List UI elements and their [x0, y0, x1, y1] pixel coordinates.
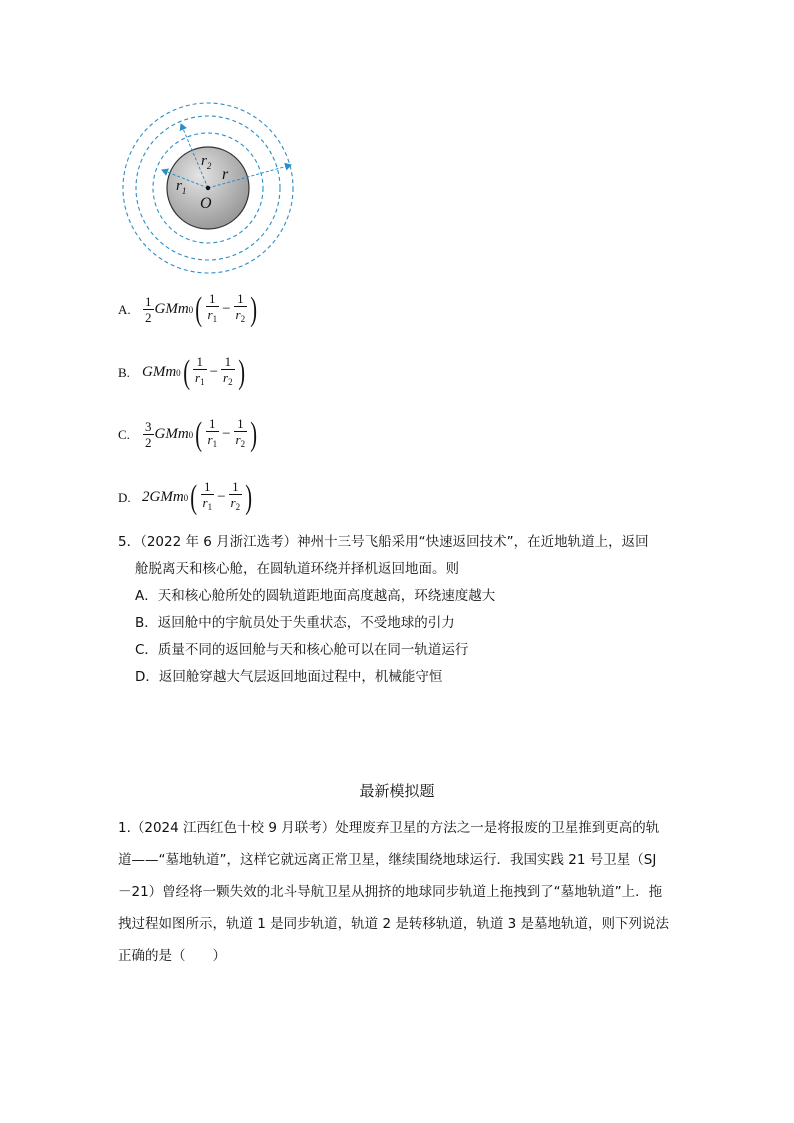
option-b-label: B. [118, 364, 130, 380]
label-r: r [222, 166, 229, 183]
option-a-label: A. [118, 301, 131, 317]
question-5-choice-b[interactable]: B．返回舱中的宇航员处于失重状态，不受地球的引力 [135, 615, 455, 631]
label-origin: O [200, 195, 212, 212]
coef-fraction: $\frac{1}{2}$ [145, 293, 152, 325]
option-d[interactable] [118, 480, 254, 515]
coef-fraction: $\frac{3}{2}$ [145, 418, 152, 450]
question-5-choice-c[interactable]: C．质量不同的返回舱与天和核心舱可以在同一轨道运行 [135, 642, 469, 658]
question-5 [118, 529, 688, 691]
option-c[interactable] [118, 417, 259, 452]
center-dot [206, 186, 210, 190]
option-b-expression: GMm 0 ( $\frac{1}{r_1}$ − $\frac{1}{r_2}$ ) [142, 353, 245, 391]
option-d-label: D. [118, 489, 131, 505]
question-1 [118, 812, 678, 972]
label-r2: $r_2$ [201, 153, 212, 171]
question-1-line-1: 1.（2024 江西红色十校 9 月联考）处理废弃卫星的方法之一是将报废的卫星推到更高的轨 [118, 820, 660, 836]
label-r1: $r_1$ [176, 178, 187, 196]
option-b[interactable] [118, 355, 247, 390]
section-heading: 最新模拟题 [359, 782, 435, 800]
option-d-expression: 2GMm 0 ( $\frac{1}{r_1}$ − $\frac{1}{r_2}$ ) [142, 478, 253, 516]
option-c-expression: $\frac{3}{2}$ GMm 0 ( $\frac{1}{r_1}$ − $\frac{1}{r_2}$ ) [145, 415, 258, 453]
option-a[interactable] [118, 292, 259, 327]
question-1-line-3: －21）曾经将一颗失效的北斗导航卫星从拥挤的地球同步轨道上拖拽到了“墓地轨道”上．拖 [118, 884, 663, 900]
question-1-line-5: 正确的是（ ） [118, 948, 226, 964]
question-5-line-1: 5．（2022 年 6 月浙江选考）神州十三号飞船采用“快速返回技术”，在近地轨道上，返回 [118, 534, 649, 550]
question-1-line-2: 道——“墓地轨道”，这样它就远离正常卫星，继续围绕地球运行．我国实践 21 号卫星（SJ [118, 852, 657, 868]
orbit-diagram [118, 102, 298, 277]
option-c-label: C. [118, 426, 130, 442]
question-5-choice-d[interactable]: D．返回舱穿越大气层返回地面过程中，机械能守恒 [135, 669, 443, 685]
option-a-expression: $\frac{1}{2}$ GMm 0 ( $\frac{1}{r_1}$ − $\frac{1}{r_2}$ ) [145, 290, 258, 328]
question-5-choice-a[interactable]: A．天和核心舱所处的圆轨道距地面高度越高，环绕速度越大 [135, 588, 496, 604]
question-1-line-4: 拽过程如图所示，轨道 1 是同步轨道，轨道 2 是转移轨道，轨道 3 是墓地轨道，则下列说法 [118, 916, 670, 932]
question-5-line-2: 舱脱离天和核心舱，在圆轨道环绕并择机返回地面。则 [135, 561, 459, 577]
